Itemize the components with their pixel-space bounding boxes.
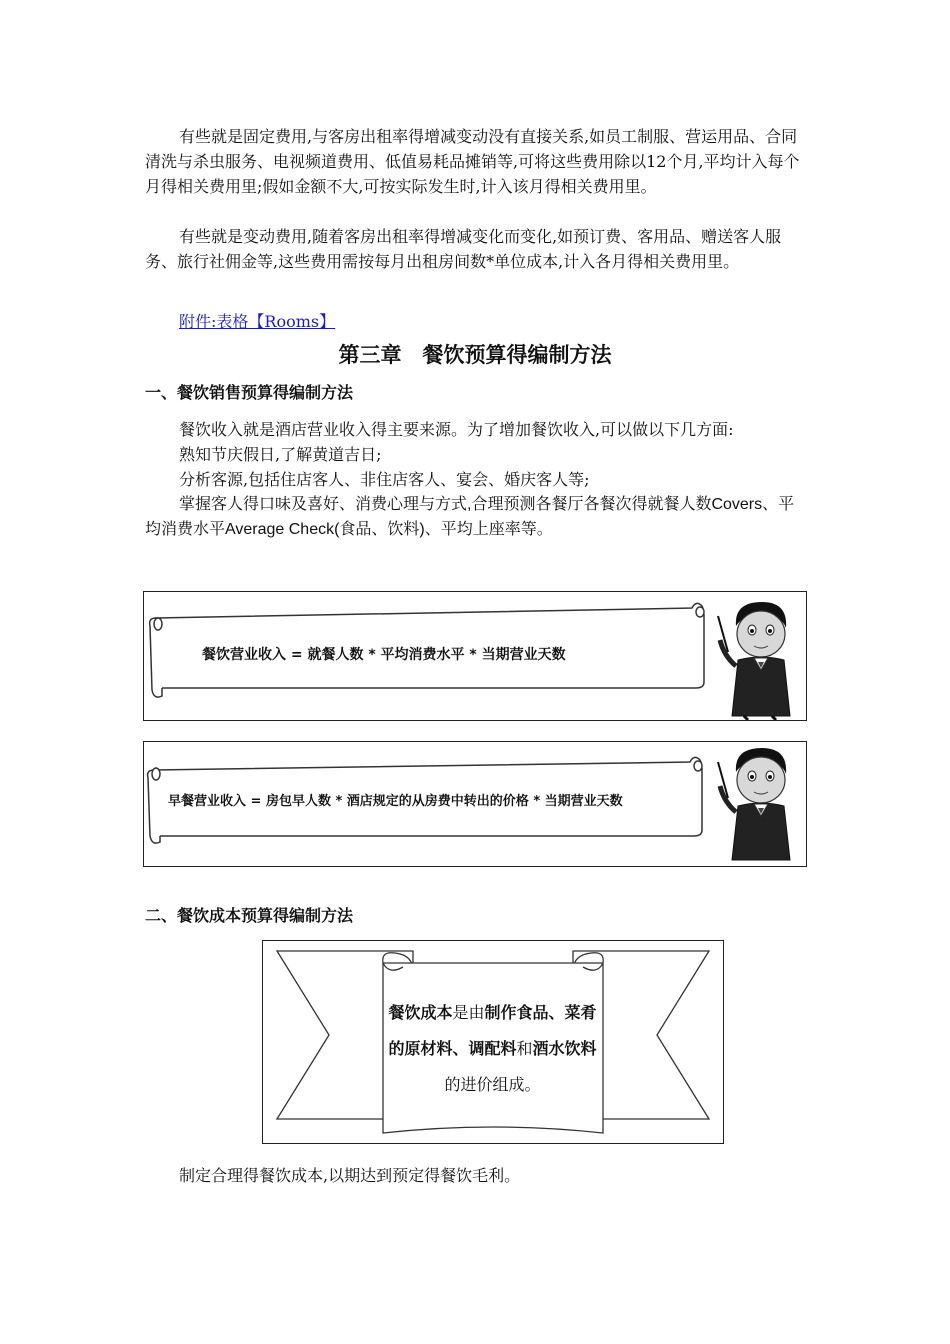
- cost-closing: 制定合理得餐饮成本,以期达到预定得餐饮毛利。: [179, 1166, 521, 1185]
- formula-breakfast-revenue: 早餐营业收入 = 房包早人数 * 酒店规定的从房费中转出的价格 * 当期营业天数: [168, 794, 623, 809]
- term-beverages: 酒水饮料: [532, 1039, 597, 1058]
- paragraph-fixed-costs: 有些就是固定费用,与客房出租率得增减变动没有直接关系,如员工制服、营运用品、合同清洗与杀虫服务、电视频道费用、低值易耗品摊销等,可将这些费用除以12个月,平均计入每个月得相关费用里;假如金额不大,可按实际发生时,计入该月得相关费用里。: [145, 127, 800, 196]
- term-food-cost: 餐饮成本: [388, 1003, 453, 1022]
- connector-text-2: 和: [516, 1039, 533, 1058]
- term-raw-materials: 制作食品、菜肴的原材料、调配料: [388, 1003, 597, 1058]
- sales-intro: 餐饮收入就是酒店营业收入得主要来源。为了增加餐饮收入,可以做以下几方面:: [179, 420, 734, 439]
- chapter-title: 第三章 餐饮预算得编制方法: [338, 342, 612, 367]
- formula-figure-breakfast: [143, 741, 807, 867]
- formula-dining-revenue: 餐饮营业收入 = 就餐人数 * 平均消费水平 * 当期营业天数: [202, 647, 566, 663]
- section-heading-sales: 一、餐饮销售预算得编制方法: [145, 383, 354, 402]
- teacher-cartoon-icon: [718, 602, 790, 720]
- paragraph-variable-costs: 有些就是变动费用,随着客房出租率得增减变化而变化,如预订费、客用品、赠送客人服务、旅行社佣金等,这些费用需按每月出租房间数*单位成本,计入各月得相关费用里。: [145, 227, 782, 271]
- formula-figure-revenue: [143, 591, 807, 721]
- sales-item-customers: 分析客源,包括住店客人、非住店客人、宴会、婚庆客人等;: [179, 470, 590, 489]
- sales-item-forecast: 掌握客人得口味及喜好、消费心理与方式,合理预测各餐厅各餐次得就餐人数Covers、平均消费水平Average Check(食品、饮料)、平均上座率等。: [145, 496, 795, 538]
- attachment-link[interactable]: 附件:表格【Rooms】: [179, 312, 336, 331]
- sales-item-holidays: 熟知节庆假日,了解黄道吉日;: [179, 445, 382, 464]
- connector-text-3: 的进价组成。: [444, 1075, 541, 1094]
- connector-text: 是由: [452, 1003, 485, 1022]
- section-heading-cost: 二、餐饮成本预算得编制方法: [145, 906, 354, 925]
- cost-definition-text: [385, 995, 600, 1103]
- teacher-cartoon-icon-2: [718, 748, 790, 860]
